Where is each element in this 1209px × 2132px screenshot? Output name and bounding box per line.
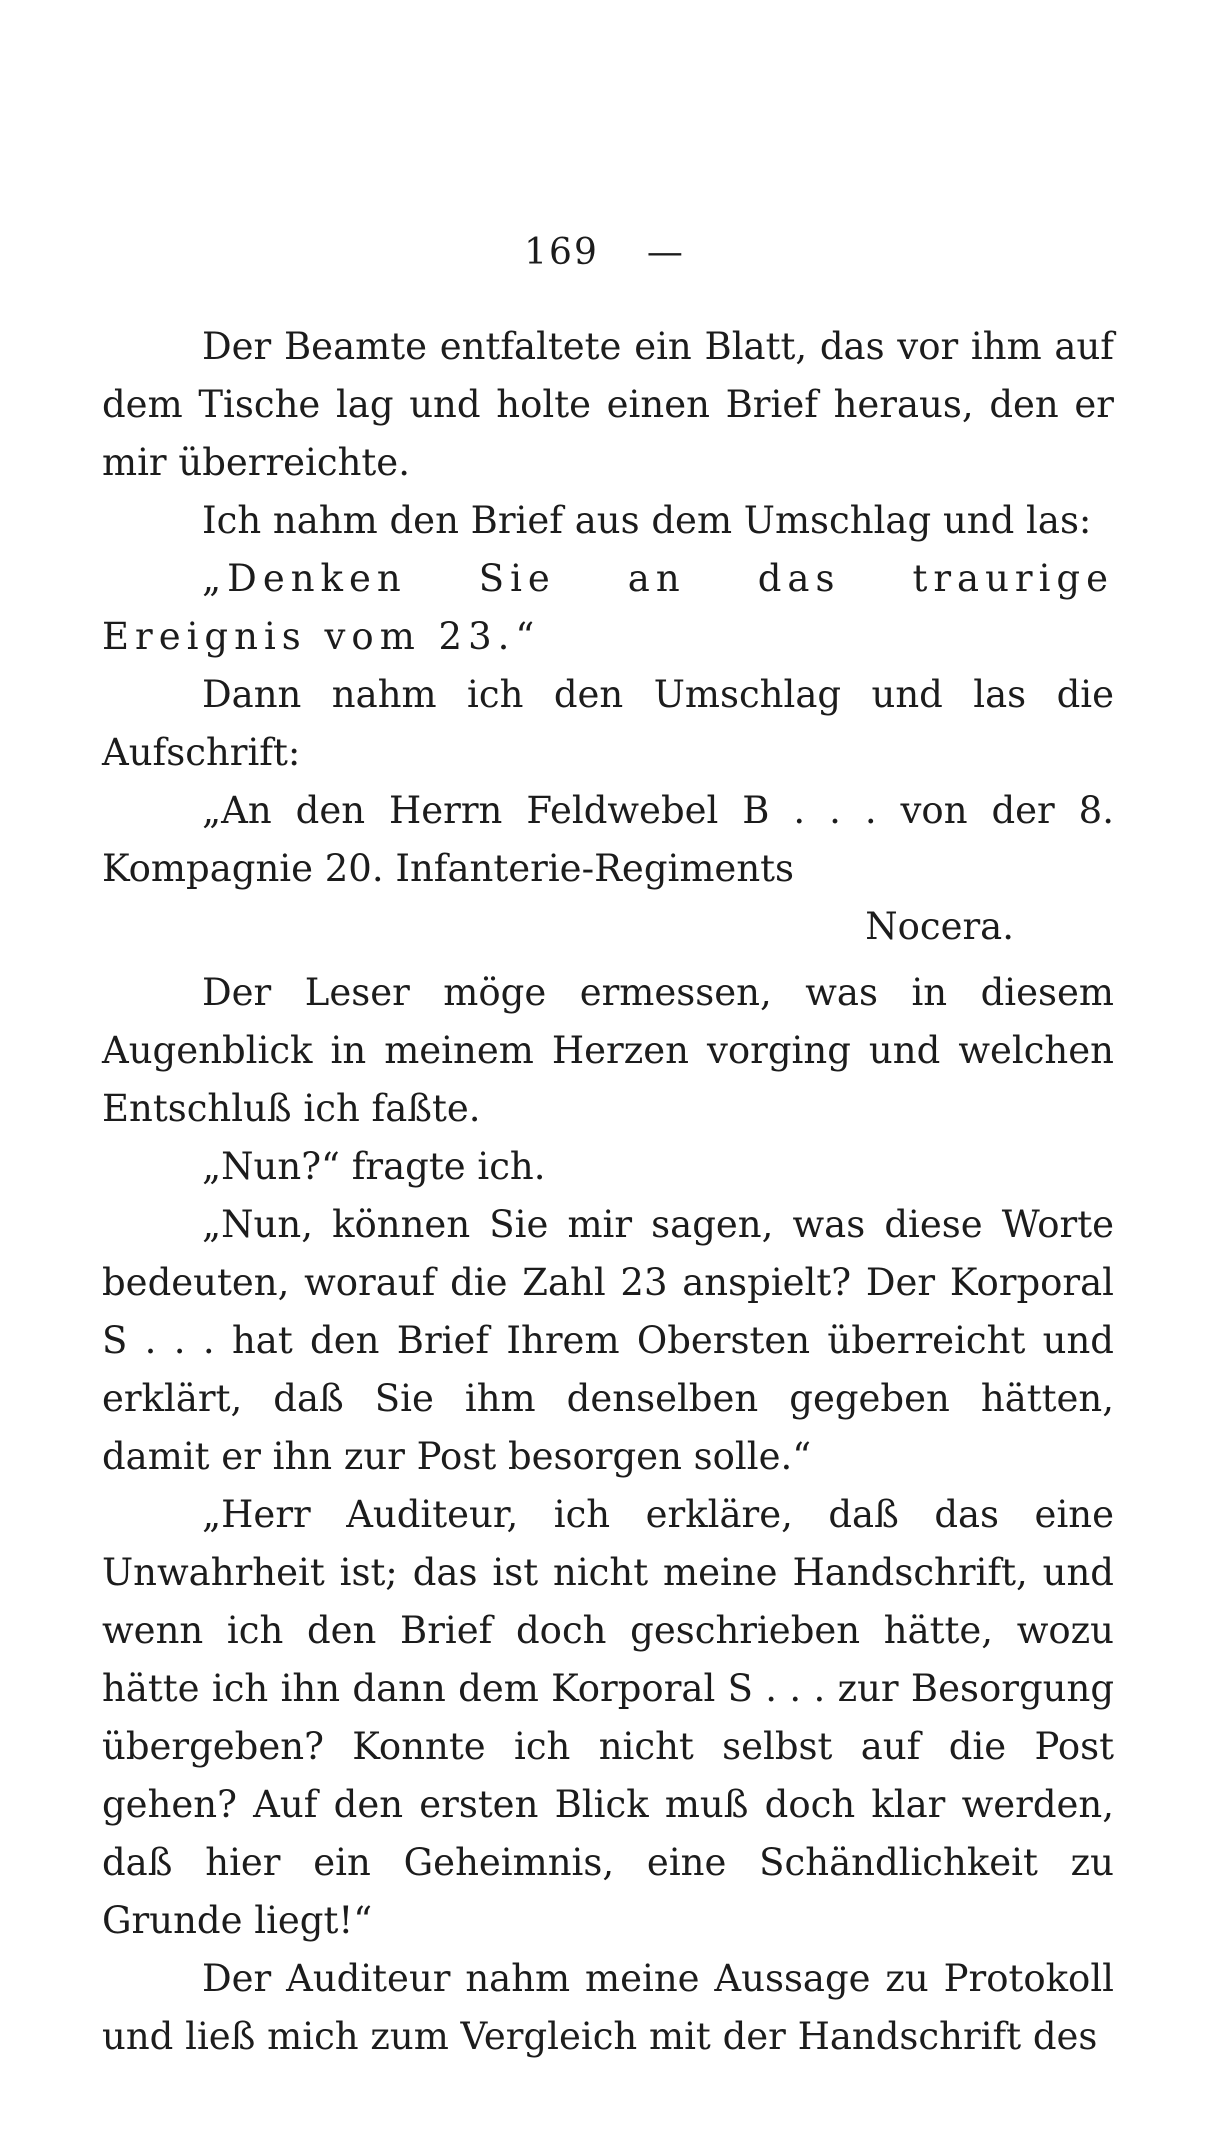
paragraph: Der Auditeur nahm meine Aussage zu Protokoll und ließ mich zum Vergleich mit der Handschrift des xyxy=(102,1957,1114,2058)
quoted-note: „Denken Sie an das traurige Ereignis vom 23.“ xyxy=(102,557,1114,658)
paragraph: Der Beamte entfaltete ein Blatt, das vor ihm auf dem Tische lag und holte einen Brief heraus, den er mir überreichte. xyxy=(102,325,1114,484)
paragraph: Der Leser möge ermessen, was in diesem Augenblick in meinem Herzen vorging und welchen Entschluß ich faßte. xyxy=(102,971,1114,1130)
paragraph: Ich nahm den Brief aus dem Umschlag und las: xyxy=(202,499,1092,542)
header-dash: — xyxy=(646,232,685,273)
page-header xyxy=(0,232,1209,273)
paragraph: „Nun, können Sie mir sagen, was diese Worte bedeuten, worauf die Zahl 23 anspielt? Der Korporal S . . . hat den Brief Ihrem Obersten überreicht und erklärt, daß Sie ihm denselben gegeben hätten, damit er ihn zur Post besorgen solle.“ xyxy=(102,1203,1114,1478)
paragraph: Dann nahm ich den Umschlag und las die Aufschrift: xyxy=(102,673,1114,774)
page-number: 169 xyxy=(524,232,599,273)
page-body xyxy=(102,318,1114,2066)
paragraph: „Herr Auditeur, ich erkläre, daß das eine Unwahrheit ist; das ist nicht meine Handschrift, und wenn ich den Brief doch geschrieben hätte, wozu hätte ich ihn dann dem Korporal S . . . zur Besorgung übergeben? Konnte ich nicht selbst auf die Post gehen? Auf den ersten Blick muß doch klar werden, daß hier ein Geheimnis, eine Schändlichkeit zu Grunde liegt!“ xyxy=(102,1493,1114,1942)
paragraph: „Nun?“ fragte ich. xyxy=(202,1145,546,1188)
quoted-address: „An den Herrn Feldwebel B . . . von der 8. Kompagnie 20. Infanterie-Regiments xyxy=(102,789,1114,890)
address-signature: Nocera. xyxy=(865,905,1014,948)
